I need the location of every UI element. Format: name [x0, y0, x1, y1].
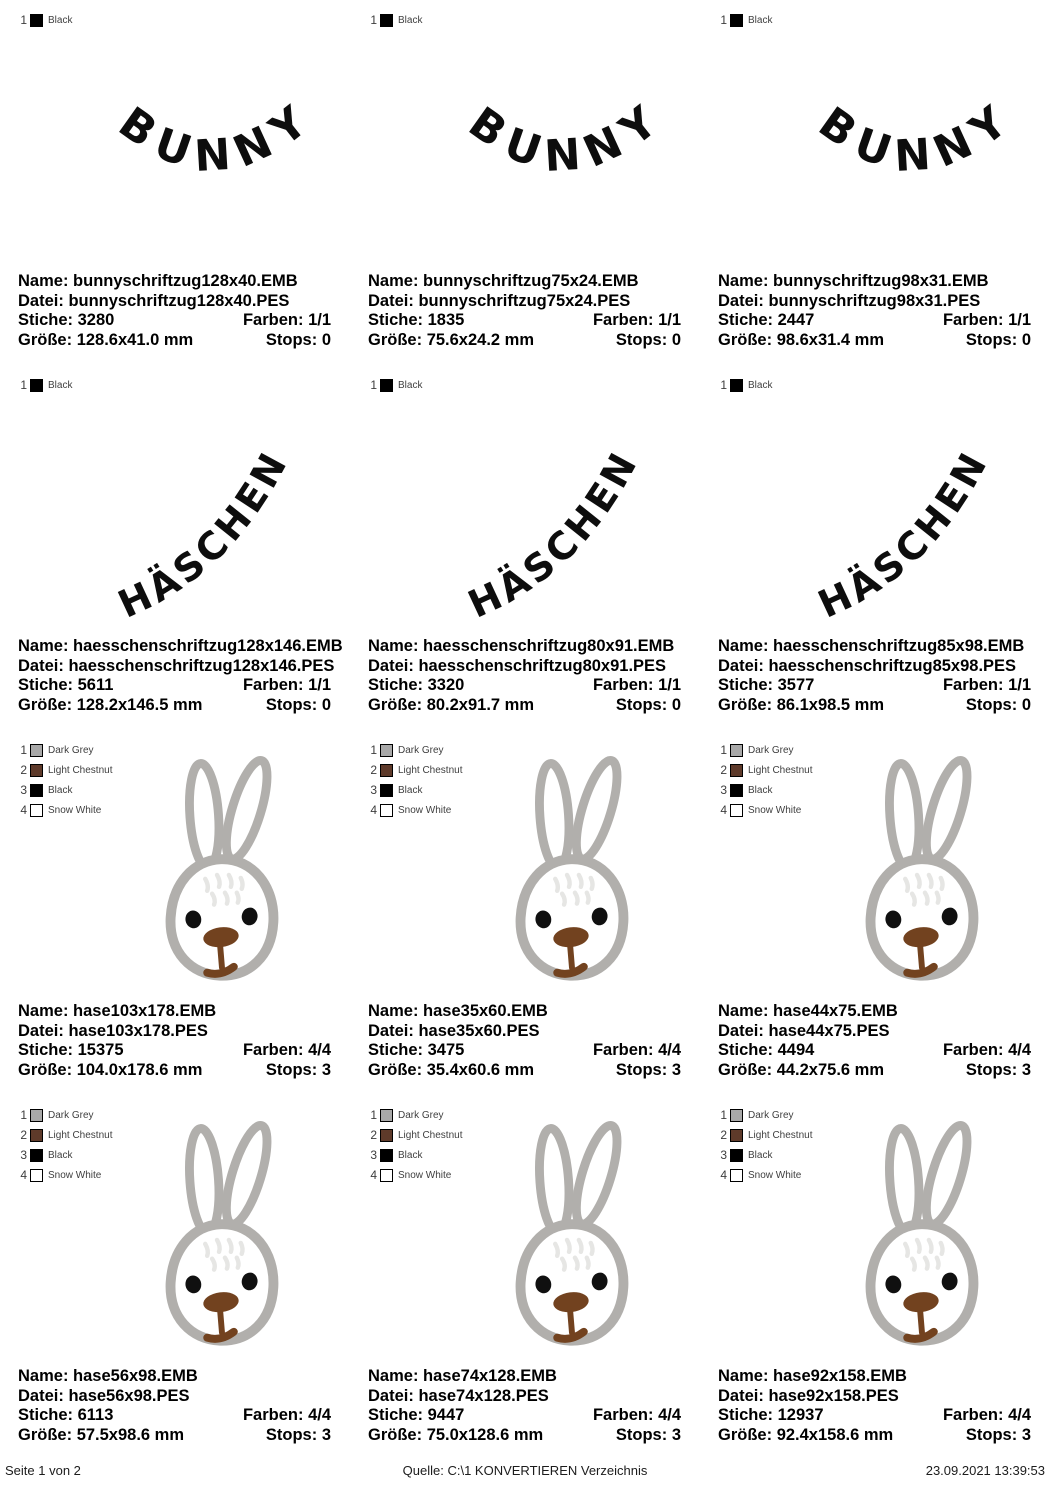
legend-entry	[718, 760, 813, 780]
legend-number: 2	[20, 1128, 27, 1142]
size-line: Größe: 86.1x98.5 mm	[718, 695, 885, 714]
legend-number: 2	[20, 763, 27, 777]
size-line: Größe: 92.4x158.6 mm	[718, 1425, 894, 1444]
colors-line: Farben: 1/1	[942, 676, 1031, 694]
design-cell-hase44x75	[700, 730, 1050, 1095]
legend-entry	[18, 740, 113, 760]
legend-label: Dark Grey	[48, 1109, 94, 1121]
color-swatch	[30, 764, 43, 777]
legend-entry	[368, 740, 463, 760]
legend-number: 1	[20, 378, 27, 392]
file-line: Datei: haesschenschriftzug128x146.PES	[18, 656, 335, 675]
legend-label: Dark Grey	[398, 744, 444, 756]
stops-line: Stops: 0	[965, 330, 1031, 349]
color-swatch	[30, 784, 43, 797]
size-line: Größe: 80.2x91.7 mm	[368, 695, 535, 714]
thread-color-legend	[368, 740, 463, 820]
size-line: Größe: 128.6x41.0 mm	[18, 330, 194, 349]
legend-entry	[18, 760, 113, 780]
legend-number: 1	[20, 13, 27, 27]
color-swatch	[730, 784, 743, 797]
legend-number: 1	[720, 1108, 727, 1122]
design-cell-haesschenschriftzug85x98	[700, 365, 1050, 730]
design-info	[368, 1002, 681, 1080]
design-info	[718, 272, 1031, 350]
legend-label: Black	[398, 379, 423, 391]
legend-entry	[18, 375, 72, 395]
legend-entry	[718, 1105, 813, 1125]
legend-entry	[18, 1105, 113, 1125]
colors-line: Farben: 4/4	[592, 1406, 681, 1424]
design-info	[368, 272, 681, 350]
thread-color-legend	[368, 375, 422, 395]
stitches-line: Stiche: 6113	[18, 1406, 114, 1424]
legend-entry	[718, 800, 813, 820]
legend-entry	[718, 740, 813, 760]
legend-entry	[718, 780, 813, 800]
design-info	[368, 1367, 681, 1445]
file-line: Datei: bunnyschriftzug75x24.PES	[368, 291, 631, 310]
legend-label: Black	[398, 784, 423, 796]
colors-line: Farben: 1/1	[242, 676, 331, 694]
legend-label: Snow White	[748, 1169, 802, 1181]
design-cell-hase92x158	[700, 1095, 1050, 1460]
file-line: Datei: haesschenschriftzug80x91.PES	[368, 656, 667, 675]
legend-label: Black	[398, 14, 423, 26]
legend-entry	[368, 1125, 463, 1145]
legend-label: Light Chestnut	[748, 764, 813, 776]
legend-number: 4	[20, 1168, 27, 1182]
thread-color-legend	[18, 375, 72, 395]
legend-label: Black	[48, 379, 73, 391]
legend-number: 3	[720, 783, 727, 797]
stops-line: Stops: 3	[615, 1060, 681, 1079]
legend-number: 4	[370, 1168, 377, 1182]
stops-line: Stops: 3	[265, 1425, 331, 1444]
legend-entry	[718, 1125, 813, 1145]
name-line: Name: haesschenschriftzug85x98.EMB	[718, 637, 1025, 655]
thread-color-legend	[368, 1105, 463, 1185]
size-line: Größe: 98.6x31.4 mm	[718, 330, 885, 349]
legend-entry	[368, 1105, 463, 1125]
legend-number: 3	[370, 783, 377, 797]
color-swatch	[30, 14, 43, 27]
legend-entry	[718, 10, 772, 30]
color-swatch	[730, 14, 743, 27]
legend-entry	[718, 1145, 813, 1165]
design-preview-bunny-text	[106, 92, 334, 200]
legend-number: 2	[720, 1128, 727, 1142]
colors-line: Farben: 4/4	[592, 1041, 681, 1059]
legend-label: Black	[48, 784, 73, 796]
stitches-line: Stiche: 3320	[368, 676, 465, 694]
legend-label: Dark Grey	[398, 1109, 444, 1121]
stitches-line: Stiche: 12937	[718, 1406, 824, 1424]
file-line: Datei: bunnyschriftzug128x40.PES	[18, 291, 290, 310]
name-line: Name: hase44x75.EMB	[718, 1002, 898, 1020]
design-cell-bunnyschriftzug75x24	[350, 0, 700, 365]
thread-color-legend	[718, 1105, 813, 1185]
legend-label: Light Chestnut	[398, 1129, 463, 1141]
name-line: Name: hase74x128.EMB	[368, 1367, 557, 1385]
legend-label: Light Chestnut	[48, 1129, 113, 1141]
legend-label: Black	[398, 1149, 423, 1161]
design-preview-bunny-face	[142, 1113, 300, 1361]
file-line: Datei: bunnyschriftzug98x31.PES	[718, 291, 981, 310]
stops-line: Stops: 3	[265, 1060, 331, 1079]
thread-color-legend	[718, 375, 772, 395]
design-preview-bunny-face	[492, 1113, 650, 1361]
color-swatch	[380, 1109, 393, 1122]
color-swatch	[380, 379, 393, 392]
legend-label: Snow White	[48, 1169, 102, 1181]
stops-line: Stops: 0	[265, 330, 331, 349]
color-swatch	[30, 1129, 43, 1142]
size-line: Größe: 44.2x75.6 mm	[718, 1060, 885, 1079]
colors-line: Farben: 4/4	[942, 1406, 1031, 1424]
color-swatch	[380, 14, 393, 27]
stitches-line: Stiche: 2447	[718, 311, 815, 329]
design-info	[18, 1367, 331, 1445]
legend-number: 1	[720, 13, 727, 27]
legend-entry	[368, 10, 422, 30]
legend-entry	[718, 1165, 813, 1185]
color-swatch	[730, 804, 743, 817]
legend-number: 1	[720, 743, 727, 757]
file-line: Datei: hase56x98.PES	[18, 1386, 190, 1405]
report-datetime: 23.09.2021 13:39:53	[925, 1463, 1045, 1478]
stitches-line: Stiche: 5611	[18, 676, 114, 694]
legend-entry	[368, 780, 463, 800]
color-swatch	[380, 1129, 393, 1142]
color-swatch	[380, 764, 393, 777]
name-line: Name: bunnyschriftzug75x24.EMB	[368, 272, 639, 290]
color-swatch	[30, 804, 43, 817]
legend-number: 4	[370, 803, 377, 817]
stitches-line: Stiche: 9447	[368, 1406, 465, 1424]
stops-line: Stops: 0	[965, 695, 1031, 714]
file-line: Datei: hase92x158.PES	[718, 1386, 899, 1405]
design-info	[368, 637, 681, 715]
color-swatch	[730, 744, 743, 757]
legend-number: 1	[20, 743, 27, 757]
design-preview-haeschen-text	[458, 373, 682, 621]
size-line: Größe: 104.0x178.6 mm	[18, 1060, 203, 1079]
legend-entry	[368, 800, 463, 820]
color-swatch	[30, 1169, 43, 1182]
stitches-line: Stiche: 3577	[718, 676, 815, 694]
stitches-line: Stiche: 3280	[18, 311, 115, 329]
legend-label: Black	[748, 379, 773, 391]
legend-number: 1	[370, 743, 377, 757]
name-line: Name: hase35x60.EMB	[368, 1002, 548, 1020]
legend-label: Snow White	[398, 804, 452, 816]
design-info	[718, 1367, 1031, 1445]
legend-number: 1	[720, 378, 727, 392]
size-line: Größe: 35.4x60.6 mm	[368, 1060, 535, 1079]
stops-line: Stops: 3	[615, 1425, 681, 1444]
legend-entry	[18, 1145, 113, 1165]
colors-line: Farben: 4/4	[242, 1041, 331, 1059]
design-preview-haeschen-text	[808, 373, 1032, 621]
legend-number: 1	[20, 1108, 27, 1122]
design-preview-haeschen-text	[108, 373, 332, 621]
color-swatch	[30, 1149, 43, 1162]
file-line: Datei: hase35x60.PES	[368, 1021, 540, 1040]
legend-number: 2	[370, 1128, 377, 1142]
colors-line: Farben: 4/4	[242, 1406, 331, 1424]
color-swatch	[380, 1169, 393, 1182]
legend-entry	[368, 375, 422, 395]
name-line: Name: hase103x178.EMB	[18, 1002, 217, 1020]
legend-entry	[368, 1165, 463, 1185]
legend-label: Dark Grey	[48, 744, 94, 756]
stops-line: Stops: 0	[615, 695, 681, 714]
legend-entry	[18, 800, 113, 820]
legend-entry	[18, 10, 72, 30]
thread-color-legend	[718, 740, 813, 820]
thread-color-legend	[18, 10, 72, 30]
legend-entry	[718, 375, 772, 395]
color-swatch	[30, 379, 43, 392]
page-number: Seite 1 von 2	[5, 1463, 81, 1478]
stitches-line: Stiche: 15375	[18, 1041, 124, 1059]
legend-label: Snow White	[748, 804, 802, 816]
name-line: Name: haesschenschriftzug80x91.EMB	[368, 637, 675, 655]
legend-number: 2	[370, 763, 377, 777]
legend-label: Dark Grey	[748, 744, 794, 756]
design-cell-hase74x128	[350, 1095, 700, 1460]
color-swatch	[730, 764, 743, 777]
design-preview-bunny-face	[842, 748, 1000, 996]
file-line: Datei: hase74x128.PES	[368, 1386, 549, 1405]
design-preview-bunny-face	[842, 1113, 1000, 1361]
stitches-line: Stiche: 1835	[368, 311, 465, 329]
legend-label: Black	[748, 1149, 773, 1161]
color-swatch	[730, 1129, 743, 1142]
design-info	[18, 637, 343, 715]
legend-number: 3	[20, 1148, 27, 1162]
design-info	[18, 1002, 331, 1080]
legend-label: Snow White	[398, 1169, 452, 1181]
thread-color-legend	[18, 1105, 113, 1185]
color-swatch	[30, 1109, 43, 1122]
legend-number: 4	[20, 803, 27, 817]
legend-number: 1	[370, 378, 377, 392]
color-swatch	[380, 804, 393, 817]
source-path: Quelle: C:\1 KONVERTIEREN Verzeichnis	[402, 1463, 648, 1478]
design-preview-bunny-text	[456, 92, 684, 200]
stops-line: Stops: 0	[265, 695, 331, 714]
legend-label: Light Chestnut	[398, 764, 463, 776]
legend-entry	[18, 1165, 113, 1185]
size-line: Größe: 57.5x98.6 mm	[18, 1425, 185, 1444]
file-line: Datei: hase103x178.PES	[18, 1021, 208, 1040]
design-preview-bunny-text	[806, 92, 1034, 200]
legend-number: 3	[20, 783, 27, 797]
color-swatch	[730, 1169, 743, 1182]
design-cell-bunnyschriftzug128x40	[0, 0, 350, 365]
stitches-line: Stiche: 3475	[368, 1041, 465, 1059]
design-cell-bunnyschriftzug98x31	[700, 0, 1050, 365]
colors-line: Farben: 4/4	[942, 1041, 1031, 1059]
color-swatch	[730, 1149, 743, 1162]
legend-label: Black	[48, 1149, 73, 1161]
design-preview-bunny-face	[492, 748, 650, 996]
name-line: Name: bunnyschriftzug128x40.EMB	[18, 272, 298, 290]
stops-line: Stops: 3	[965, 1425, 1031, 1444]
legend-entry	[368, 1145, 463, 1165]
thread-color-legend	[368, 10, 422, 30]
legend-number: 4	[720, 803, 727, 817]
colors-line: Farben: 1/1	[242, 311, 331, 329]
legend-number: 4	[720, 1168, 727, 1182]
design-cell-hase56x98	[0, 1095, 350, 1460]
color-swatch	[30, 744, 43, 757]
legend-entry	[18, 780, 113, 800]
legend-number: 1	[370, 1108, 377, 1122]
name-line: Name: hase56x98.EMB	[18, 1367, 198, 1385]
design-cell-haesschenschriftzug80x91	[350, 365, 700, 730]
name-line: Name: bunnyschriftzug98x31.EMB	[718, 272, 989, 290]
thread-color-legend	[18, 740, 113, 820]
size-line: Größe: 128.2x146.5 mm	[18, 695, 203, 714]
design-cell-hase35x60	[350, 730, 700, 1095]
color-swatch	[380, 784, 393, 797]
legend-label: Light Chestnut	[748, 1129, 813, 1141]
legend-number: 3	[370, 1148, 377, 1162]
legend-label: Dark Grey	[748, 1109, 794, 1121]
design-info	[718, 1002, 1031, 1080]
design-cell-hase103x178	[0, 730, 350, 1095]
colors-line: Farben: 1/1	[592, 676, 681, 694]
design-info	[718, 637, 1031, 715]
legend-label: Black	[748, 784, 773, 796]
thread-color-legend	[718, 10, 772, 30]
legend-entry	[368, 760, 463, 780]
legend-number: 3	[720, 1148, 727, 1162]
design-info	[18, 272, 331, 350]
design-cell-haesschenschriftzug128x146	[0, 365, 350, 730]
legend-label: Snow White	[48, 804, 102, 816]
legend-number: 2	[720, 763, 727, 777]
size-line: Größe: 75.6x24.2 mm	[368, 330, 535, 349]
size-line: Größe: 75.0x128.6 mm	[368, 1425, 544, 1444]
stops-line: Stops: 3	[965, 1060, 1031, 1079]
colors-line: Farben: 1/1	[942, 311, 1031, 329]
name-line: Name: hase92x158.EMB	[718, 1367, 907, 1385]
legend-label: Light Chestnut	[48, 764, 113, 776]
legend-number: 1	[370, 13, 377, 27]
color-swatch	[380, 1149, 393, 1162]
file-line: Datei: haesschenschriftzug85x98.PES	[718, 656, 1017, 675]
color-swatch	[730, 379, 743, 392]
name-line: Name: haesschenschriftzug128x146.EMB	[18, 637, 343, 655]
stitches-line: Stiche: 4494	[718, 1041, 815, 1059]
page-footer	[0, 1463, 1050, 1481]
legend-entry	[18, 1125, 113, 1145]
legend-label: Black	[48, 14, 73, 26]
file-line: Datei: hase44x75.PES	[718, 1021, 890, 1040]
color-swatch	[730, 1109, 743, 1122]
design-preview-bunny-face	[142, 748, 300, 996]
stops-line: Stops: 0	[615, 330, 681, 349]
colors-line: Farben: 1/1	[592, 311, 681, 329]
color-swatch	[380, 744, 393, 757]
legend-label: Black	[748, 14, 773, 26]
